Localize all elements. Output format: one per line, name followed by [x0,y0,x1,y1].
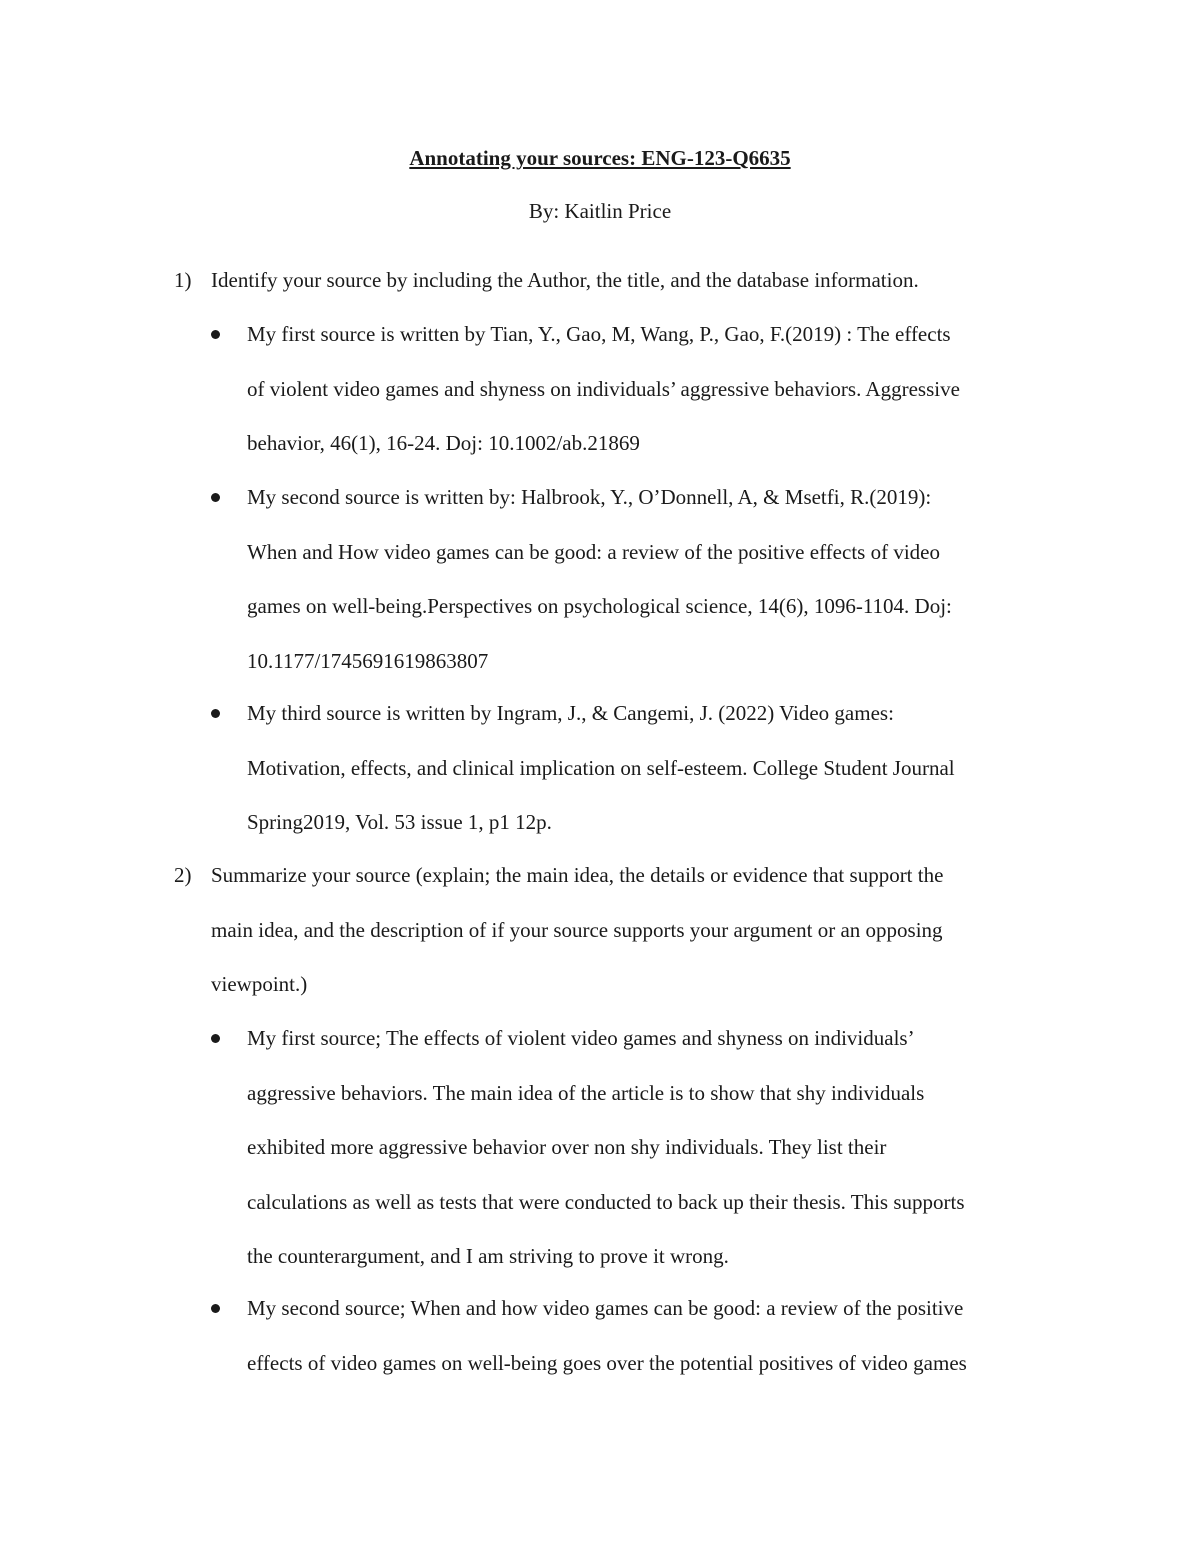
text-line: Spring2019, Vol. 53 issue 1, p1 12p. [247,810,552,834]
author-byline: By: Kaitlin Price [528,199,672,223]
list-item-text [247,470,1062,688]
text-line: games on well-being.Perspectives on psychological science, 14(6), 1096-1104. Doj: [247,594,952,618]
text-line: My third source is written by Ingram, J., & Cangemi, J. (2022) Video games: [247,701,894,725]
bullet-icon [211,709,220,718]
list-item-text [247,307,1062,471]
list-item-text [247,686,1062,850]
question-text [211,848,1061,1012]
bullet-icon [211,1304,220,1313]
text-line: Motivation, effects, and clinical implication on self-esteem. College Student Journal [247,755,955,780]
text-line: behavior, 46(1), 16-24. Doj: 10.1002/ab.21869 [247,431,640,455]
text-line: My first source; The effects of violent video games and shyness on individuals’ [247,1026,915,1050]
text-line: viewpoint.) [211,972,308,996]
text-line: effects of video games on well-being goes over the potential positives of video games [247,1350,967,1375]
text-line: 10.1177/1745691619863807 [247,648,489,673]
text-line: My first source is written by Tian, Y., Gao, M, Wang, P., Gao, F.(2019) : The effects [247,322,951,346]
bullet-icon [211,1034,220,1043]
text-line: calculations as well as tests that were conducted to back up their thesis. This supports [247,1189,965,1214]
bullet-icon [211,330,220,339]
question-number: 2) [174,863,192,887]
text-line: When and How video games can be good: a review of the positive effects of video [247,539,940,564]
bullet-icon [211,493,220,502]
text-line: Identify your source by including the Author, the title, and the database information. [211,268,919,292]
text-line: main idea, and the description of if your source supports your argument or an opposing [211,917,943,942]
text-line: Summarize your source (explain; the main idea, the details or evidence that support the [211,863,944,887]
text-line: exhibited more aggressive behavior over non shy individuals. They list their [247,1135,887,1159]
text-line: My second source; When and how video games can be good: a review of the positive [247,1296,964,1320]
list-item-text [247,1281,1062,1390]
text-line: of violent video games and shyness on individuals’ aggressive behaviors. Aggressive [247,376,960,401]
list-item-text [247,1011,1062,1284]
question-text [211,253,1061,308]
text-line: My second source is written by: Halbrook, Y., O’Donnell, A, & Msetfi, R.(2019): [247,485,932,509]
question-number: 1) [174,268,192,292]
text-line: aggressive behaviors. The main idea of the article is to show that shy individuals [247,1080,925,1105]
text-line: the counterargument, and I am striving to prove it wrong. [247,1244,729,1268]
document-title: Annotating your sources: ENG-123-Q6635 [409,146,791,170]
